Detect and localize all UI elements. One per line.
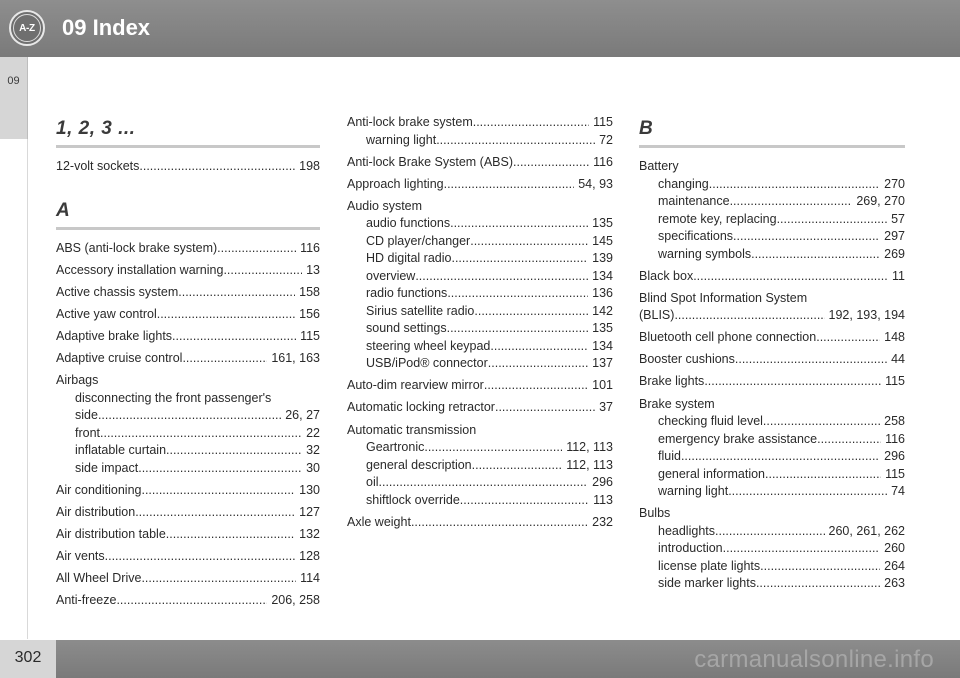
dot-leader (178, 284, 295, 302)
index-subentry[interactable] (639, 448, 905, 466)
page-reference[interactable]: 116 (300, 240, 320, 255)
index-entry (639, 505, 905, 593)
entry-term: audio functions (366, 216, 451, 231)
index-subentry[interactable] (639, 523, 905, 541)
index-subentry[interactable] (639, 193, 905, 211)
index-entry-line[interactable] (56, 306, 320, 324)
page-number: 302 (14, 649, 42, 666)
dot-leader (217, 240, 296, 258)
section-heading: A (56, 196, 320, 230)
index-entry-line[interactable] (56, 548, 320, 566)
dot-leader (756, 575, 880, 593)
index-entry-line[interactable] (56, 504, 320, 522)
dot-leader (777, 211, 888, 229)
index-entry (56, 284, 320, 302)
entry-term: emergency brake assistance (658, 431, 818, 446)
dot-leader (447, 320, 589, 338)
page-reference[interactable]: 296 (592, 475, 613, 490)
index-entry-line[interactable] (639, 373, 905, 391)
dot-leader (816, 329, 880, 347)
dot-leader (735, 351, 887, 369)
index-subentry[interactable] (347, 285, 613, 303)
index-subentry[interactable] (347, 474, 613, 492)
entry-term: Sirius satellite radio (366, 303, 475, 318)
index-subentry[interactable] (639, 228, 905, 246)
index-entry-line[interactable] (639, 268, 905, 286)
index-entry (56, 570, 320, 588)
entry-term: Adaptive brake lights (56, 328, 173, 343)
index-subentry[interactable] (347, 439, 613, 457)
index-column-2 (347, 114, 613, 536)
index-entry-line (347, 422, 613, 440)
index-entry (347, 154, 613, 172)
dot-leader (681, 448, 880, 466)
page-reference[interactable]: 134 (592, 268, 613, 283)
entry-term: Anti-lock Brake System (ABS) (347, 154, 514, 169)
dot-leader (444, 176, 575, 194)
dot-leader (415, 268, 588, 286)
dot-leader (100, 425, 302, 443)
page-reference[interactable]: 156 (299, 306, 320, 321)
page-reference[interactable]: 115 (885, 466, 905, 481)
dot-leader (138, 460, 302, 478)
entry-term: Battery (639, 159, 679, 173)
dot-leader (424, 439, 562, 457)
entry-term: warning light (658, 484, 729, 499)
index-subentry[interactable] (347, 132, 613, 150)
entry-term: (BLIS) (639, 308, 675, 323)
page-reference[interactable]: 135 (592, 216, 613, 231)
page-reference[interactable]: 139 (592, 251, 613, 266)
entry-term: Automatic transmission (347, 422, 477, 437)
index-entry-line[interactable] (56, 262, 320, 280)
index-entry (56, 262, 320, 280)
dot-leader (474, 303, 588, 321)
chapter-header (0, 0, 960, 57)
page-reference[interactable]: 145 (592, 233, 613, 248)
index-subentry[interactable] (639, 483, 905, 501)
index-entry (347, 399, 613, 417)
page-reference[interactable]: 142 (592, 303, 613, 318)
dot-leader (765, 466, 881, 484)
index-subentry[interactable] (639, 558, 905, 576)
dot-leader (763, 413, 880, 431)
dot-leader (135, 504, 295, 522)
entry-term: overview (366, 268, 416, 283)
index-entry-line (639, 158, 905, 176)
dot-leader (141, 570, 296, 588)
index-entry-line[interactable] (347, 377, 613, 395)
entry-term: All Wheel Drive (56, 571, 142, 586)
page-reference[interactable]: 37 (599, 400, 613, 415)
dot-leader (733, 228, 880, 246)
entry-term: oil (366, 475, 379, 490)
page-reference[interactable]: 115 (593, 115, 613, 129)
index-entry (56, 592, 320, 610)
dot-leader (105, 548, 296, 566)
entry-term: Black box (639, 268, 694, 283)
entry-term: Auto-dim rearview mirror (347, 378, 484, 393)
a-z-index-icon (9, 10, 45, 46)
index-subentry[interactable] (639, 176, 905, 194)
entry-term: maintenance (658, 194, 730, 208)
index-column-1 (56, 114, 320, 614)
entry-term: Active yaw control (56, 306, 157, 321)
index-subentry[interactable] (347, 457, 613, 475)
index-subentry[interactable] (639, 540, 905, 558)
page-reference[interactable]: 263 (884, 576, 905, 591)
entry-term: Adaptive cruise control (56, 350, 183, 365)
page-reference[interactable]: 135 (592, 321, 613, 336)
index-entry-line[interactable] (639, 307, 905, 325)
page-reference[interactable]: 115 (885, 374, 905, 389)
index-entry-line[interactable] (347, 114, 613, 132)
page-reference[interactable]: 132 (299, 526, 320, 541)
dot-leader (490, 338, 588, 356)
page-reference[interactable]: 101 (592, 378, 613, 393)
index-entry-line[interactable] (56, 350, 320, 368)
index-entry (56, 306, 320, 324)
dot-leader (730, 193, 853, 211)
index-subentry[interactable] (347, 250, 613, 268)
page-reference[interactable]: 260 (884, 541, 905, 556)
page-reference[interactable]: 161, 163 (271, 350, 320, 365)
dot-leader (760, 558, 880, 576)
index-entry (347, 114, 613, 149)
index-subentry[interactable] (56, 425, 320, 443)
page-reference[interactable]: 11 (892, 268, 905, 283)
page-reference[interactable]: 112, 113 (566, 457, 613, 472)
page-reference[interactable]: 232 (592, 514, 613, 529)
entry-term: radio functions (366, 286, 448, 301)
dot-leader (473, 114, 589, 132)
dot-leader (157, 306, 295, 324)
index-subentry[interactable] (639, 246, 905, 264)
index-entry (56, 240, 320, 258)
index-column-3 (639, 114, 905, 597)
dot-leader (751, 246, 880, 264)
index-entry (639, 373, 905, 391)
page-reference[interactable]: 270 (884, 176, 905, 191)
page-reference[interactable]: 130 (299, 482, 320, 497)
page-footer (0, 640, 960, 678)
page-reference[interactable]: 13 (306, 262, 320, 277)
dot-leader (513, 154, 589, 172)
index-subentry (56, 390, 320, 408)
index-entry-line[interactable] (56, 328, 320, 346)
chapter-tab-label: 09 (7, 75, 20, 87)
section-heading: B (639, 114, 905, 148)
index-entry-line[interactable] (56, 526, 320, 544)
dot-leader (674, 307, 824, 325)
index-subentry[interactable] (347, 215, 613, 233)
entry-term: general description (366, 457, 472, 472)
dot-leader (723, 540, 881, 558)
page-reference[interactable]: 115 (300, 328, 320, 343)
entry-term: introduction (658, 541, 723, 556)
index-entry-line[interactable] (639, 351, 905, 369)
index-entry-line[interactable] (56, 240, 320, 258)
dot-leader (166, 442, 302, 460)
index-entry (56, 158, 320, 176)
dot-leader (817, 431, 881, 449)
index-entry-line (639, 396, 905, 414)
entry-term: CD player/changer (366, 233, 471, 248)
dot-leader (460, 492, 589, 510)
index-entry (56, 482, 320, 500)
index-entry-line (639, 505, 905, 523)
entry-term: Air vents (56, 548, 105, 563)
index-entry (56, 526, 320, 544)
index-entry-line[interactable] (56, 158, 320, 176)
index-entry (347, 198, 613, 373)
index-entry (347, 377, 613, 395)
index-entry-line[interactable] (56, 592, 320, 610)
entry-term: side (75, 408, 98, 423)
index-entry-line[interactable] (347, 154, 613, 172)
index-entry (347, 514, 613, 532)
page-reference[interactable]: 137 (592, 356, 613, 371)
index-subentry[interactable] (347, 233, 613, 251)
index-entry (639, 396, 905, 501)
page-reference[interactable]: 260, 261, 262 (828, 523, 905, 538)
dot-leader (379, 474, 589, 492)
index-entry-line[interactable] (639, 329, 905, 347)
entry-term: steering wheel keypad (366, 338, 491, 353)
index-subentry[interactable] (639, 466, 905, 484)
page-reference[interactable]: 134 (592, 338, 613, 353)
index-entry (56, 328, 320, 346)
entry-term: Approach lighting (347, 176, 444, 191)
index-subentry[interactable] (639, 413, 905, 431)
entry-term: warning symbols (658, 246, 752, 261)
dot-leader (715, 523, 825, 541)
margin-divider (27, 139, 28, 639)
index-subentry[interactable] (56, 442, 320, 460)
page-reference[interactable]: 136 (592, 286, 613, 301)
entry-term: HD digital radio (366, 251, 452, 266)
entry-term: Active chassis system (56, 284, 179, 299)
dot-leader (182, 350, 267, 368)
dot-leader (704, 373, 881, 391)
page-reference[interactable]: 206, 258 (271, 593, 320, 608)
index-subentry[interactable] (56, 407, 320, 425)
page-reference[interactable]: 127 (299, 504, 320, 519)
entry-term: specifications (658, 229, 734, 243)
index-entry (56, 372, 320, 477)
index-subentry[interactable] (639, 431, 905, 449)
entry-term: Axle weight (347, 514, 411, 529)
index-entry (347, 422, 613, 510)
entry-term: Air distribution table (56, 526, 166, 541)
dot-leader (139, 158, 295, 176)
entry-term: side marker lights (658, 576, 756, 591)
index-subentry[interactable] (347, 355, 613, 373)
entry-term: Airbags (56, 373, 99, 388)
entry-term: warning light (366, 132, 437, 147)
index-entry-line[interactable] (347, 514, 613, 532)
dot-leader (472, 457, 563, 475)
dot-leader (141, 482, 295, 500)
entry-term: Bluetooth cell phone connection (639, 330, 817, 345)
index-subentry[interactable] (347, 268, 613, 286)
entry-term: remote key, replacing (658, 211, 777, 226)
entry-term: changing (658, 176, 709, 191)
dot-leader (436, 132, 595, 150)
dot-leader (116, 592, 267, 610)
dot-leader (488, 355, 588, 373)
index-subentry[interactable] (347, 320, 613, 338)
page-reference[interactable]: 32 (306, 443, 320, 458)
index-entry (56, 548, 320, 566)
dot-leader (451, 250, 588, 268)
dot-leader (166, 526, 295, 544)
page-reference[interactable]: 30 (306, 460, 320, 475)
index-entry-line (639, 290, 905, 308)
entry-term: Geartronic (366, 440, 425, 455)
page-reference[interactable]: 116 (593, 154, 613, 169)
entry-term: front (75, 425, 101, 440)
index-entry (639, 268, 905, 286)
entry-term: Anti-freeze (56, 593, 117, 608)
entry-term: USB/iPod® connector (366, 356, 488, 371)
entry-term: disconnecting the front passenger's (75, 390, 272, 405)
entry-term: headlights (658, 523, 715, 538)
page-reference[interactable]: 192, 193, 194 (828, 308, 905, 323)
dot-leader (98, 407, 281, 425)
page-reference[interactable]: 26, 27 (285, 408, 320, 423)
entry-term: license plate lights (658, 558, 761, 573)
page-reference[interactable]: 116 (885, 431, 905, 446)
index-entry (639, 290, 905, 325)
index-entry-line[interactable] (56, 482, 320, 500)
entry-term: inflatable curtain (75, 443, 167, 458)
entry-term: Air distribution (56, 504, 136, 519)
dot-leader (484, 377, 588, 395)
page-reference[interactable]: 258 (884, 414, 905, 429)
entry-term: checking fluid level (658, 414, 763, 429)
dot-leader (693, 268, 888, 286)
page-reference[interactable]: 112, 113 (566, 440, 613, 455)
watermark: carmanualsonline.info (694, 646, 934, 673)
entry-term: 12-volt sockets (56, 159, 140, 173)
index-entry-line (347, 198, 613, 216)
index-entry-line (56, 372, 320, 390)
index-entry-line[interactable] (56, 570, 320, 588)
page-reference[interactable]: 57 (891, 211, 905, 226)
entry-term: side impact (75, 460, 139, 475)
index-entry (639, 329, 905, 347)
index-subentry[interactable] (639, 211, 905, 229)
index-entry-line[interactable] (56, 284, 320, 302)
page-reference[interactable]: 54, 93 (578, 176, 613, 191)
page-reference[interactable]: 148 (884, 330, 905, 345)
index-entry (639, 351, 905, 369)
entry-term: Anti-lock brake system (347, 115, 473, 129)
page-reference[interactable]: 128 (299, 548, 320, 563)
chapter-title: 09 Index (62, 15, 151, 40)
index-entry (347, 176, 613, 194)
entry-term: Blind Spot Information System (639, 290, 808, 305)
dot-leader (728, 483, 887, 501)
index-entry (56, 504, 320, 522)
dot-leader (172, 328, 296, 346)
entry-term: Audio system (347, 198, 423, 213)
chapter-side-tab[interactable] (0, 57, 28, 139)
dot-leader (447, 285, 588, 303)
dot-leader (411, 514, 588, 532)
page-reference[interactable]: 22 (306, 425, 320, 440)
page-reference[interactable]: 158 (299, 284, 320, 299)
entry-term: Automatic locking retractor (347, 400, 495, 415)
index-entry-line[interactable] (347, 176, 613, 194)
dot-leader (450, 215, 588, 233)
page-number-box (0, 640, 56, 678)
index-subentry[interactable] (347, 338, 613, 356)
dot-leader (709, 176, 880, 194)
entry-term: Accessory installation warning (56, 262, 224, 277)
entry-term: Brake system (639, 396, 715, 411)
index-subentry[interactable] (347, 303, 613, 321)
a-z-badge-label: A-Z (13, 14, 41, 42)
page-reference[interactable]: 74 (891, 484, 905, 499)
page-reference[interactable]: 72 (599, 132, 613, 147)
index-subentry[interactable] (347, 492, 613, 510)
entry-term: ABS (anti-lock brake system) (56, 240, 218, 255)
page-reference[interactable]: 198 (299, 159, 320, 173)
index-entry-line[interactable] (347, 399, 613, 417)
entry-term: fluid (658, 449, 681, 464)
entry-term: Bulbs (639, 506, 671, 521)
index-entry (56, 350, 320, 368)
entry-term: Booster cushions (639, 352, 735, 367)
page-reference[interactable]: 44 (891, 352, 905, 367)
entry-term: Air conditioning (56, 482, 142, 497)
page-reference[interactable]: 114 (300, 571, 320, 586)
entry-term: Brake lights (639, 374, 705, 389)
page-reference[interactable]: 113 (593, 492, 613, 507)
page-reference[interactable]: 269 (884, 246, 905, 261)
entry-term: sound settings (366, 321, 447, 336)
dot-leader (223, 262, 302, 280)
index-entry (639, 158, 905, 263)
section-heading: 1, 2, 3 ... (56, 114, 320, 148)
page-reference[interactable]: 296 (884, 449, 905, 464)
page-reference[interactable]: 264 (884, 558, 905, 573)
entry-term: shiftlock override (366, 492, 460, 507)
page-reference[interactable]: 297 (884, 229, 905, 243)
index-subentry[interactable] (56, 460, 320, 478)
dot-leader (470, 233, 588, 251)
page-reference[interactable]: 269, 270 (856, 194, 905, 208)
entry-term: general information (658, 466, 766, 481)
index-subentry[interactable] (639, 575, 905, 593)
dot-leader (495, 399, 595, 417)
